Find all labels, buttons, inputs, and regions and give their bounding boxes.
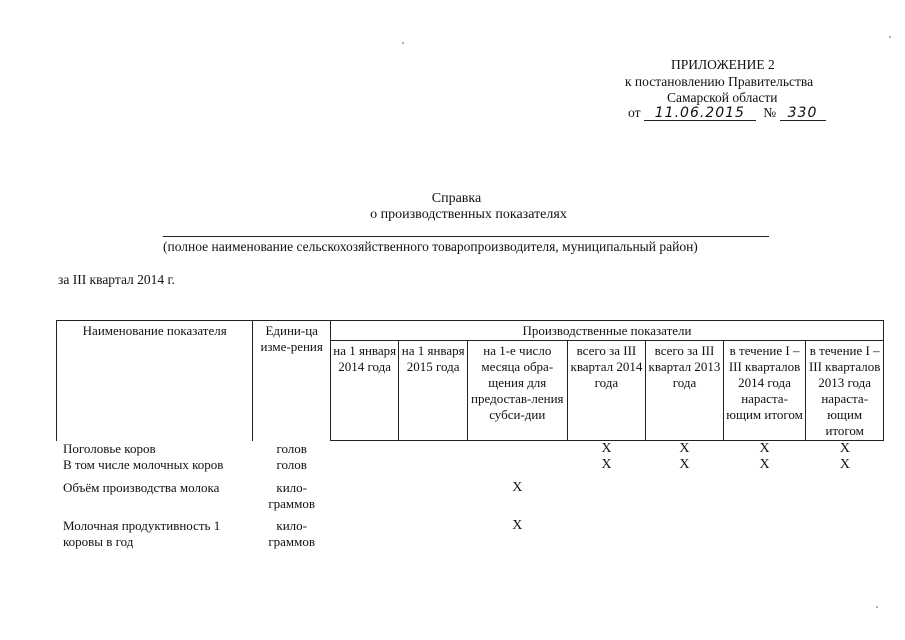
row-cell: Х (679, 457, 690, 472)
row-cell: Х (759, 441, 770, 456)
date-value: 11.06.2015 (644, 106, 756, 121)
row-cell (806, 516, 884, 550)
row-cell (330, 516, 398, 550)
appendix-line2: Самарской области (667, 90, 778, 105)
indicators-table (56, 320, 884, 550)
row-name: В том числе молочных коров (63, 457, 224, 472)
row-cell (806, 477, 884, 516)
row-cell (330, 441, 398, 458)
row-cell (646, 477, 724, 516)
subcol-header: в течение I – III кварталов 2013 года нараста-ющим итогом (806, 341, 884, 441)
row-cell (723, 477, 806, 516)
document-title: Справка (431, 191, 482, 206)
table-row (57, 477, 884, 516)
row-cell: Х (512, 518, 523, 533)
fill-in-line (163, 236, 769, 237)
table-row (57, 457, 884, 477)
row-unit: кило-граммов (268, 518, 316, 549)
row-cell: Х (512, 480, 523, 495)
row-cell (646, 516, 724, 550)
fill-in-caption: (полное наименование сельскохозяйственного товаропроизводителя, муниципальный район) (163, 239, 698, 254)
col-header-group: Производственные показатели (330, 321, 883, 341)
row-cell: Х (839, 457, 850, 472)
reporting-period: за III квартал 2014 г. (58, 272, 175, 287)
scan-speck (402, 42, 404, 44)
col-header-unit: Едини-ца изме-рения (253, 321, 331, 441)
number-prefix: № (763, 105, 777, 120)
subcol-header: на 1 января 2014 года (330, 341, 398, 441)
row-cell (567, 516, 646, 550)
document-subtitle: о производственных показателях (370, 207, 567, 222)
row-unit: голов (276, 457, 307, 472)
row-cell (399, 516, 467, 550)
row-name: Поголовье коров (63, 440, 156, 456)
subcol-header: всего за III квартал 2014 года (567, 341, 646, 441)
row-cell: Х (601, 441, 612, 456)
subcol-header: в течение I – III кварталов 2014 года нараста-ющим итогом (723, 341, 806, 441)
row-cell: Х (839, 441, 850, 456)
table-row (57, 516, 884, 550)
subcol-header: на 1-е число месяца обра-щения для предостав-ления субси-дии (467, 341, 567, 441)
row-cell (330, 457, 398, 477)
col-header-name: Наименование показателя (57, 321, 253, 441)
subcol-header: всего за III квартал 2013 года (646, 341, 724, 441)
table-row (57, 441, 884, 458)
row-cell (567, 477, 646, 516)
row-cell (399, 457, 467, 477)
appendix-date-row (628, 104, 826, 121)
appendix-line1: к постановлению Правительства (625, 74, 814, 89)
row-unit: голов (276, 440, 307, 456)
scan-speck (876, 606, 878, 608)
row-cell (467, 457, 567, 477)
date-prefix: от (628, 105, 641, 120)
row-cell: Х (601, 457, 612, 472)
row-cell: Х (679, 441, 690, 456)
row-name: Молочная продуктивность 1 коровы в год (63, 518, 221, 549)
row-cell (399, 441, 467, 458)
row-cell (399, 477, 467, 516)
row-name: Объём производства молока (63, 480, 220, 495)
subcol-header: на 1 января 2015 года (399, 341, 467, 441)
row-cell (467, 441, 567, 458)
scan-speck (889, 36, 891, 38)
row-unit: кило-граммов (268, 480, 316, 511)
number-value: 330 (780, 106, 826, 121)
row-cell (723, 516, 806, 550)
row-cell (330, 477, 398, 516)
appendix-title: ПРИЛОЖЕНИЕ 2 (671, 57, 775, 72)
table-header-row-1 (57, 321, 884, 341)
row-cell: Х (759, 457, 770, 472)
